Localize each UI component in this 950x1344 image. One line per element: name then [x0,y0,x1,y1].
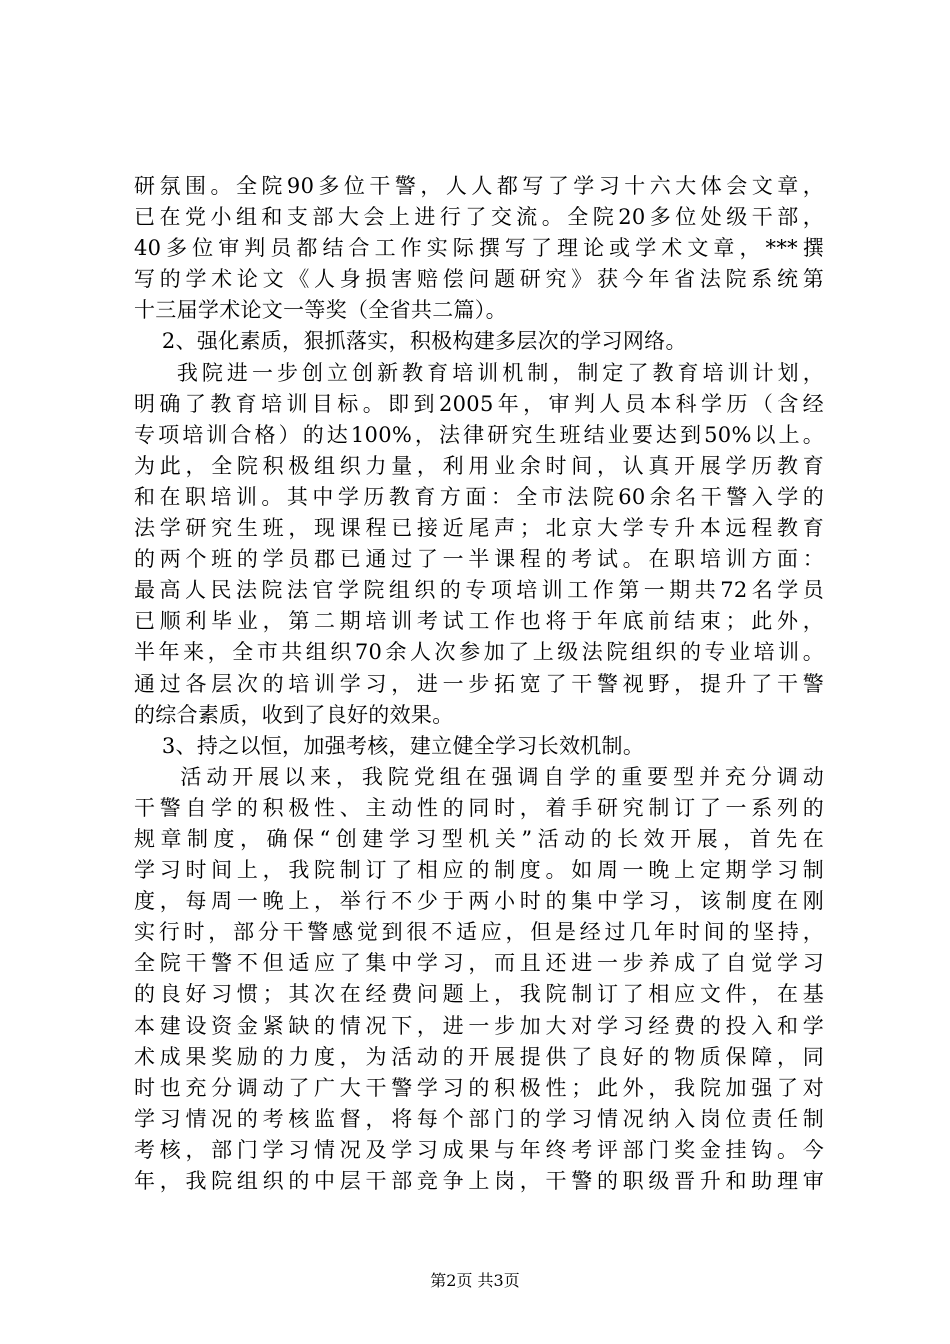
text-line: 40多位审判员都结合工作实际撰写了理论或学术文章，***撰 [134,236,824,261]
text-line: 学习情况的考核监督，将每个部门的学习情况纳入岗位责任制 [134,1106,824,1131]
text-line: 写的学术论文《人身损害赔偿问题研究》获今年省法院系统第 [134,267,824,292]
text-line: 最高人民法院法官学院组织的专项培训工作第一期共72名学员 [134,578,824,603]
document-body [134,171,824,1197]
text-line: 干警自学的积极性、主动性的同时，着手研究制订了一系列的 [134,795,824,820]
text-line: 半年来，全市共组织70余人次参加了上级法院组织的专业培训。 [134,640,824,665]
section-heading: 2、强化素质，狠抓落实，积极构建多层次的学习网络。 [134,329,687,354]
page-footer: 第2页 共3页 [430,1271,520,1290]
text-line: 考核，部门学习情况及学习成果与年终考评部门奖金挂钩。今 [134,1137,824,1162]
text-line: 本建设资金紧缺的情况下，进一步加大对学习经费的投入和学 [134,1013,824,1038]
text-line: 度，每周一晚上，举行不少于两小时的集中学习，该制度在刚 [134,889,824,914]
text-line: 明确了教育培训目标。即到2005年，审判人员本科学历（含经 [134,391,824,416]
text-line: 我院进一步创立创新教育培训机制，制定了教育培训计划， [134,360,824,385]
text-line: 已在党小组和支部大会上进行了交流。全院20多位处级干部， [134,205,824,230]
text-line: 实行时，部分干警感觉到很不适应，但是经过几年时间的坚持， [134,920,824,945]
text-line: 为此，全院积极组织力量，利用业余时间，认真开展学历教育 [134,453,824,478]
text-line: 规章制度，确保“创建学习型机关”活动的长效开展，首先在 [134,826,824,851]
text-line: 时也充分调动了广大干警学习的积极性；此外，我院加强了对 [134,1075,824,1100]
text-line: 法学研究生班，现课程已接近尾声；北京大学专升本远程教育 [134,516,824,541]
text-line: 研氛围。全院90多位干警，人人都写了学习十六大体会文章， [134,174,824,198]
text-line: 活动开展以来，我院党组在强调自学的重要型并充分调动 [134,764,824,789]
text-line: 年，我院组织的中层干部竞争上岗，干警的职级晋升和助理审 [134,1169,824,1193]
section-heading: 3、持之以恒，加强考核，建立健全学习长效机制。 [134,733,645,758]
text-line: 专项培训合格）的达100%，法律研究生班结业要达到50%以上。 [134,422,824,447]
text-line: 十三届学术论文一等奖（全省共二篇）。 [134,298,507,323]
text-line: 的综合素质，收到了良好的效果。 [134,702,454,727]
text-line: 和在职培训。其中学历教育方面：全市法院60余名干警入学的 [134,484,824,509]
text-line: 术成果奖励的力度，为活动的开展提供了良好的物质保障，同 [134,1044,824,1069]
text-line: 的良好习惯；其次在经费问题上，我院制订了相应文件，在基 [134,982,824,1007]
text-line: 学习时间上，我院制订了相应的制度。如周一晚上定期学习制 [134,858,824,883]
text-line: 全院干警不但适应了集中学习，而且还进一步养成了自觉学习 [134,951,824,976]
text-line: 已顺利毕业，第二期培训考试工作也将于年底前结束；此外， [134,609,824,634]
text-line: 通过各层次的培训学习，进一步拓宽了干警视野，提升了干警 [134,671,824,696]
text-line: 的两个班的学员郡已通过了一半课程的考试。在职培训方面： [134,547,824,572]
